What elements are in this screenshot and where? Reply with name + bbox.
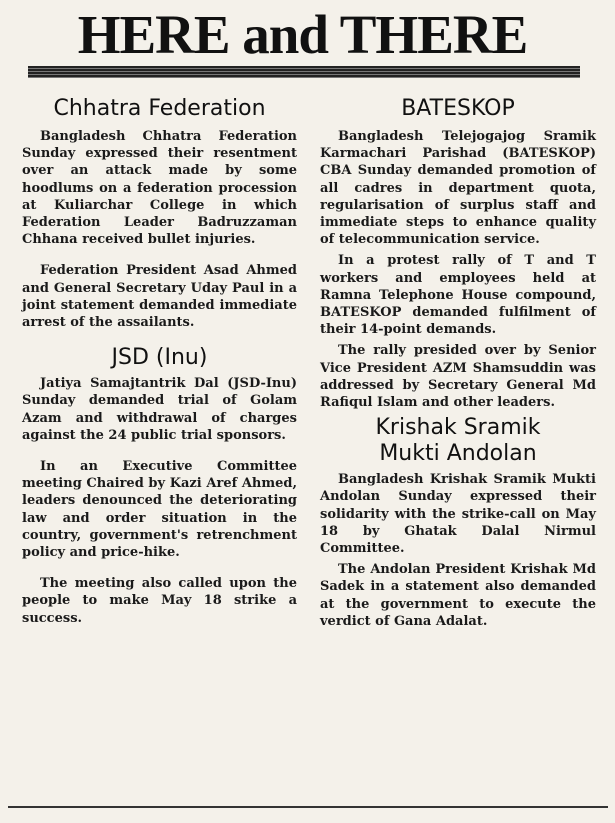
chhatra-federation-heading: Chhatra Federation — [53, 96, 266, 121]
masthead-rule — [28, 66, 580, 78]
bateskop-paragraph-2: In a protest rally of T and T workers and employees held at Ramna Telephone House compound, BATESKOP demanded fulfilment of their 14-point demands. — [320, 253, 596, 338]
page-title: HERE and THERE — [77, 4, 528, 65]
krishak-sramik-heading-line-2: Mukti Andolan — [379, 441, 537, 467]
bottom-rule — [8, 806, 608, 808]
jsd-inu-paragraph-3: The meeting also called upon the people to make May 18 strike a success. — [22, 576, 297, 626]
krishak-sramik-heading-line-1: Krishak Sramik — [375, 415, 541, 441]
jsd-inu-heading: JSD (Inu) — [111, 345, 208, 371]
right-column — [320, 96, 596, 630]
chhatra-federation-paragraph-1: Bangladesh Chhatra Federation Sunday expressed their resentment over an attack made by some hoodlums on a federation procession at Kuliarchar College in which Federation Leader Badruzzaman Chhana received bullet injuries. — [22, 129, 297, 248]
jsd-inu-paragraph-1: Jatiya Samajtantrik Dal (JSD-Inu) Sunday demanded trial of Golam Azam and withdrawal of charges against the 24 public trial sponsors. — [22, 376, 297, 443]
bateskop-paragraph-1: Bangladesh Telejogajog Sramik Karmachari Parishad (BATESKOP) CBA Sunday demanded promotion of all cadres in department quota, regularisation of surplus staff and immediate steps to enhance quality of telecommunication service. — [320, 129, 596, 248]
jsd-inu-paragraph-2: In an Executive Committee meeting Chaired by Kazi Aref Ahmed, leaders denounced the deteriorating law and order situation in the country, government's retrenchment policy and price-hike. — [22, 459, 297, 561]
krishak-sramik-paragraph-2: The Andolan President Krishak Md Sadek in a statement also demanded at the government to execute the verdict of Gana Adalat. — [320, 562, 596, 629]
left-column — [22, 96, 297, 627]
chhatra-federation-paragraph-2: Federation President Asad Ahmed and General Secretary Uday Paul in a joint statement demanded immediate arrest of the assailants. — [22, 263, 297, 331]
bateskop-heading: BATESKOP — [401, 96, 515, 121]
krishak-sramik-paragraph-1: Bangladesh Krishak Sramik Mukti Andolan Sunday expressed their solidarity with the strike-call on May 18 by Ghatak Dalal Nirmul Committee. — [320, 472, 596, 557]
bateskop-paragraph-3: The rally presided over by Senior Vice President AZM Shamsuddin was addressed by Secretary General Md Rafiqul Islam and other leaders. — [320, 343, 596, 411]
